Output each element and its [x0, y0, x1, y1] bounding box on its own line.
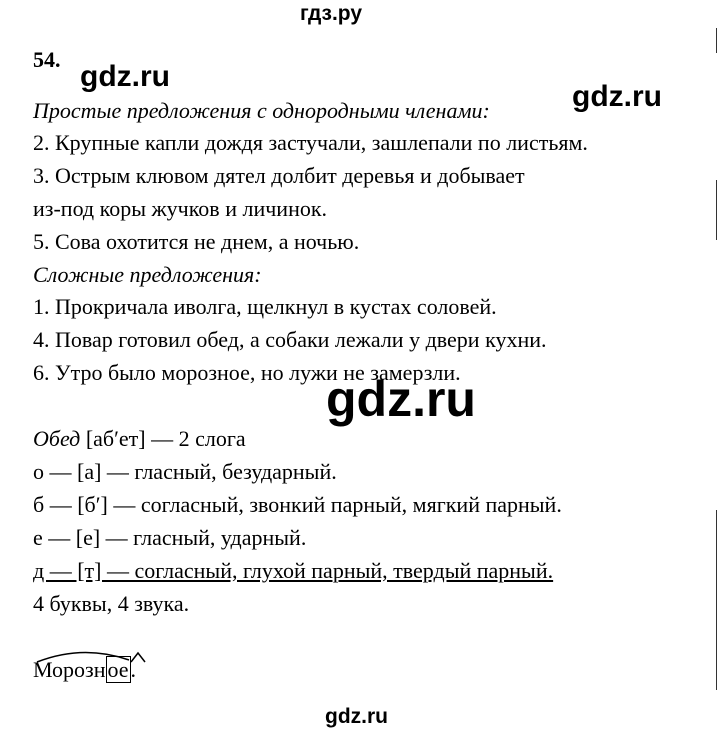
- word-ending: ое: [107, 657, 129, 682]
- site-header[interactable]: гдз.ру: [300, 2, 363, 25]
- sentence-line: из-под коры жучков и личинок.: [33, 196, 328, 221]
- sentence-line: 1. Прокричала иволга, щелкнул в кустах соловей.: [33, 294, 497, 319]
- watermark: gdz.ru: [572, 80, 662, 113]
- end-period: .: [130, 657, 137, 682]
- analyzed-word: Обед: [33, 426, 81, 451]
- phonetic-row: е — [е] — гласный, ударный.: [33, 525, 307, 550]
- sentence-line: 3. Острым клювом дятел долбит деревья и добывает: [33, 163, 525, 188]
- phonetic-row: о — [а] — гласный, безударный.: [33, 459, 337, 484]
- sentence-line: 4. Повар готовил обед, а собаки лежали у двери кухни.: [33, 327, 547, 352]
- root-arc-icon: [33, 648, 153, 664]
- sentence-line: 5. Сова охотится не днем, а ночью.: [33, 229, 360, 254]
- exercise-number: 54.: [33, 47, 61, 72]
- sentence-line: 2. Крупные капли дождя застучали, зашлепали по листьям.: [33, 130, 588, 155]
- watermark: gdz.ru: [326, 371, 476, 427]
- word-suffix: н: [93, 657, 106, 682]
- phonetic-heading: [33, 426, 246, 452]
- simple-heading: Простые предложения с однородными членами:: [33, 98, 490, 123]
- page-edge-line: [716, 28, 717, 53]
- phonetic-row: д — [т] — согласный, глухой парный, твердый парный.: [33, 558, 554, 583]
- letter-sound-count: 4 буквы, 4 звука.: [33, 591, 190, 616]
- watermark: gdz.ru: [80, 60, 170, 93]
- phonetic-row: б — [б′] — согласный, звонкий парный, мягкий парный.: [33, 492, 562, 517]
- transcription: [аб′ет] — 2 слога: [80, 426, 246, 451]
- page-edge-line: [716, 510, 717, 690]
- sentence-line: 6. Утро было морозное, но лужи не замерзли.: [33, 360, 461, 385]
- page-edge-line: [716, 180, 717, 240]
- word-root: Мороз: [33, 657, 94, 682]
- complex-heading: Сложные предложения:: [33, 262, 262, 287]
- watermark: gdz.ru: [325, 705, 388, 728]
